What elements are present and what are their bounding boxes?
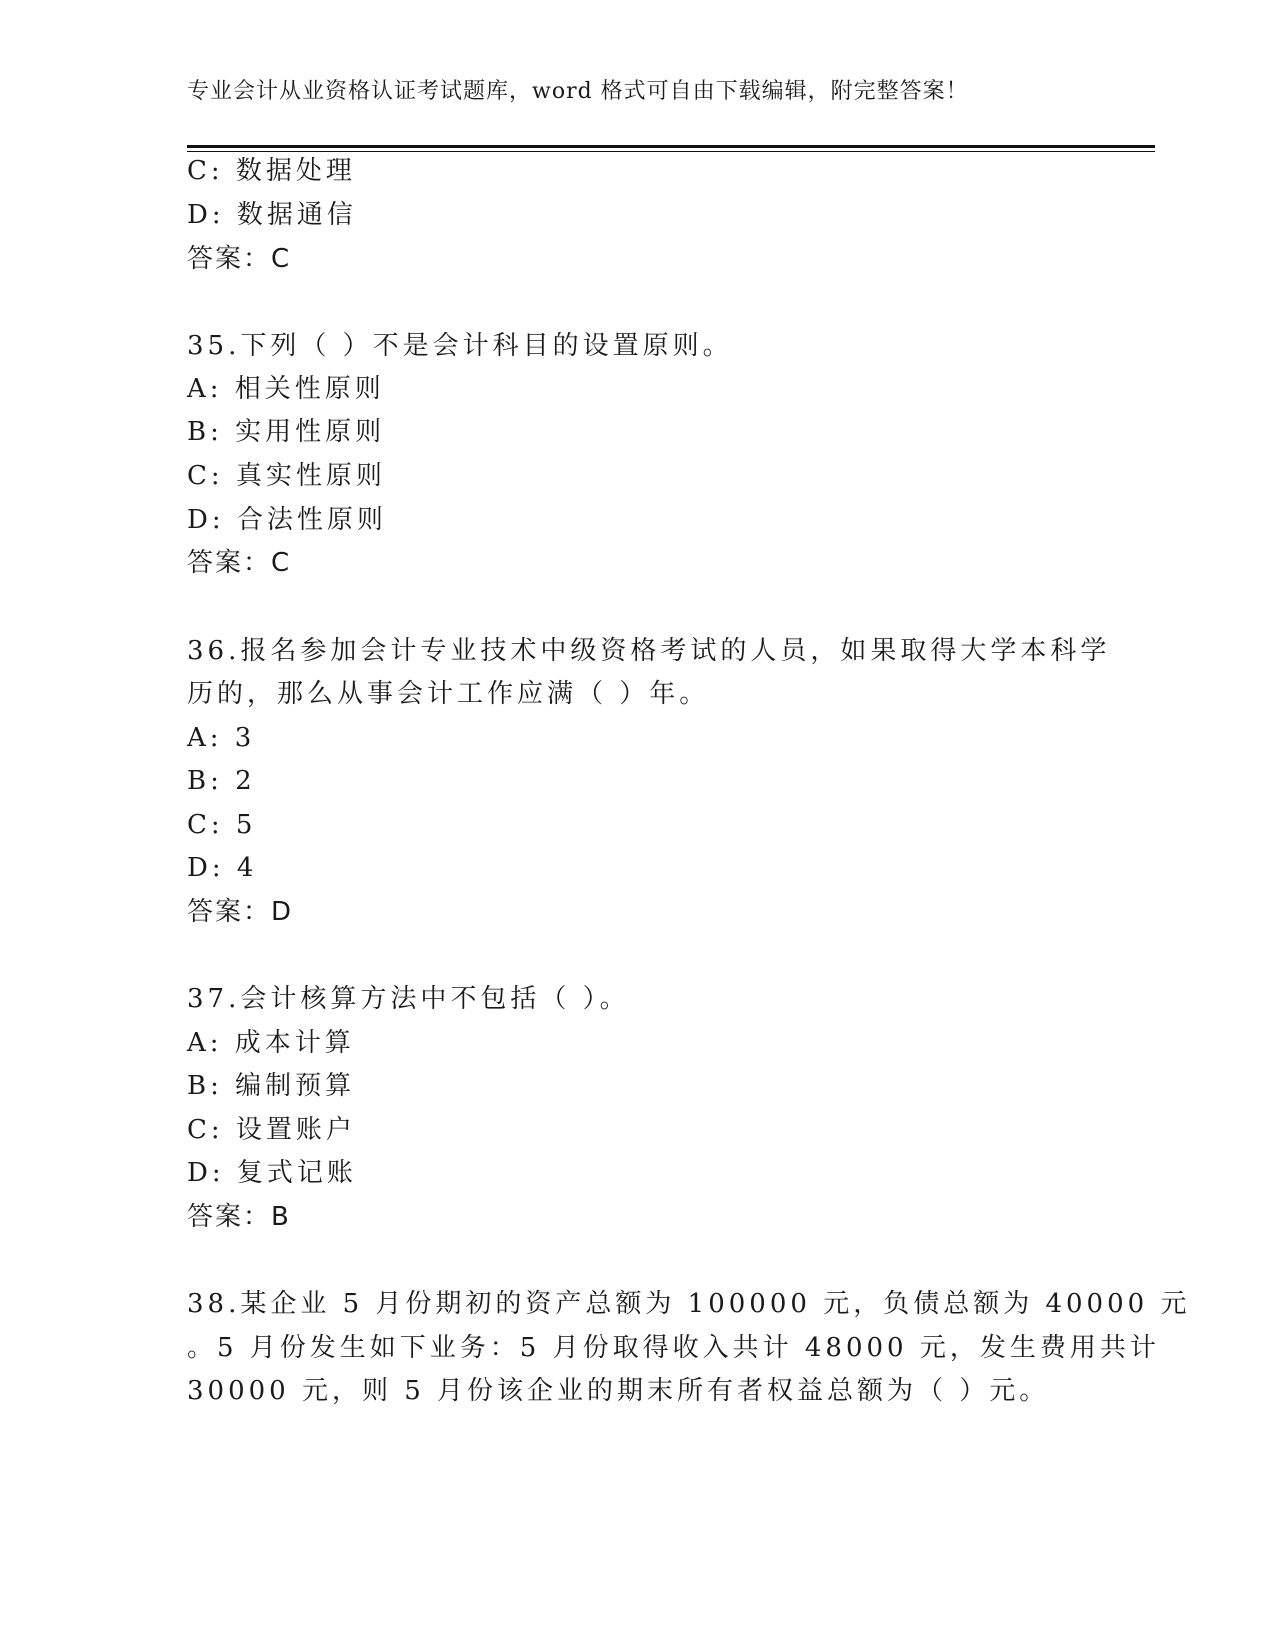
q37-option-a: A: 成本计算 <box>187 1028 355 1058</box>
prev-option-c: C: 数据处理 <box>187 156 356 186</box>
q36-answer: 答案：D <box>187 897 294 927</box>
q36-option-b: B: 2 <box>187 766 256 796</box>
q36-option-a: A: 3 <box>187 723 256 753</box>
q37-answer: 答案：B <box>187 1202 291 1232</box>
q36-option-c: C: 5 <box>187 810 257 840</box>
prev-option-d: D: 数据通信 <box>187 200 357 230</box>
q38-stem-line-3: 30000 元，则 5 月份该企业的期末所有者权益总额为（ ）元。 <box>187 1376 1050 1406</box>
header-divider-thick <box>187 145 1155 148</box>
q35-stem: 35.下列（ ）不是会计科目的设置原则。 <box>187 331 733 361</box>
q38-stem-line-2: 。5 月份发生如下业务：5 月份取得收入共计 48000 元，发生费用共计 <box>187 1333 1160 1363</box>
q35-option-b: B: 实用性原则 <box>187 417 386 447</box>
q36-option-d: D: 4 <box>187 853 258 883</box>
q36-stem-line-2: 历的，那么从事会计工作应满（ ）年。 <box>187 679 710 709</box>
q36-stem-line-1: 36.报名参加会计专业技术中级资格考试的人员，如果取得大学本科学 <box>187 636 1111 666</box>
q35-option-c: C: 真实性原则 <box>187 461 386 491</box>
q38-stem-line-1: 38.某企业 5 月份期初的资产总额为 100000 元，负债总额为 40000 元 <box>187 1289 1191 1319</box>
prev-answer: 答案：C <box>187 244 292 274</box>
q37-option-b: B: 编制预算 <box>187 1071 356 1101</box>
header-divider-thin <box>187 151 1155 152</box>
q35-option-d: D: 合法性原则 <box>187 505 387 535</box>
q37-option-c: C: 设置账户 <box>187 1115 356 1145</box>
q35-answer: 答案：C <box>187 548 292 578</box>
q37-stem: 37.会计核算方法中不包括（ ）。 <box>187 984 630 1014</box>
q37-option-d: D: 复式记账 <box>187 1158 357 1188</box>
q35-option-a: A: 相关性原则 <box>187 374 385 404</box>
page-header: 专业会计从业资格认证考试题库，word 格式可自由下载编辑，附完整答案！ <box>187 79 969 104</box>
